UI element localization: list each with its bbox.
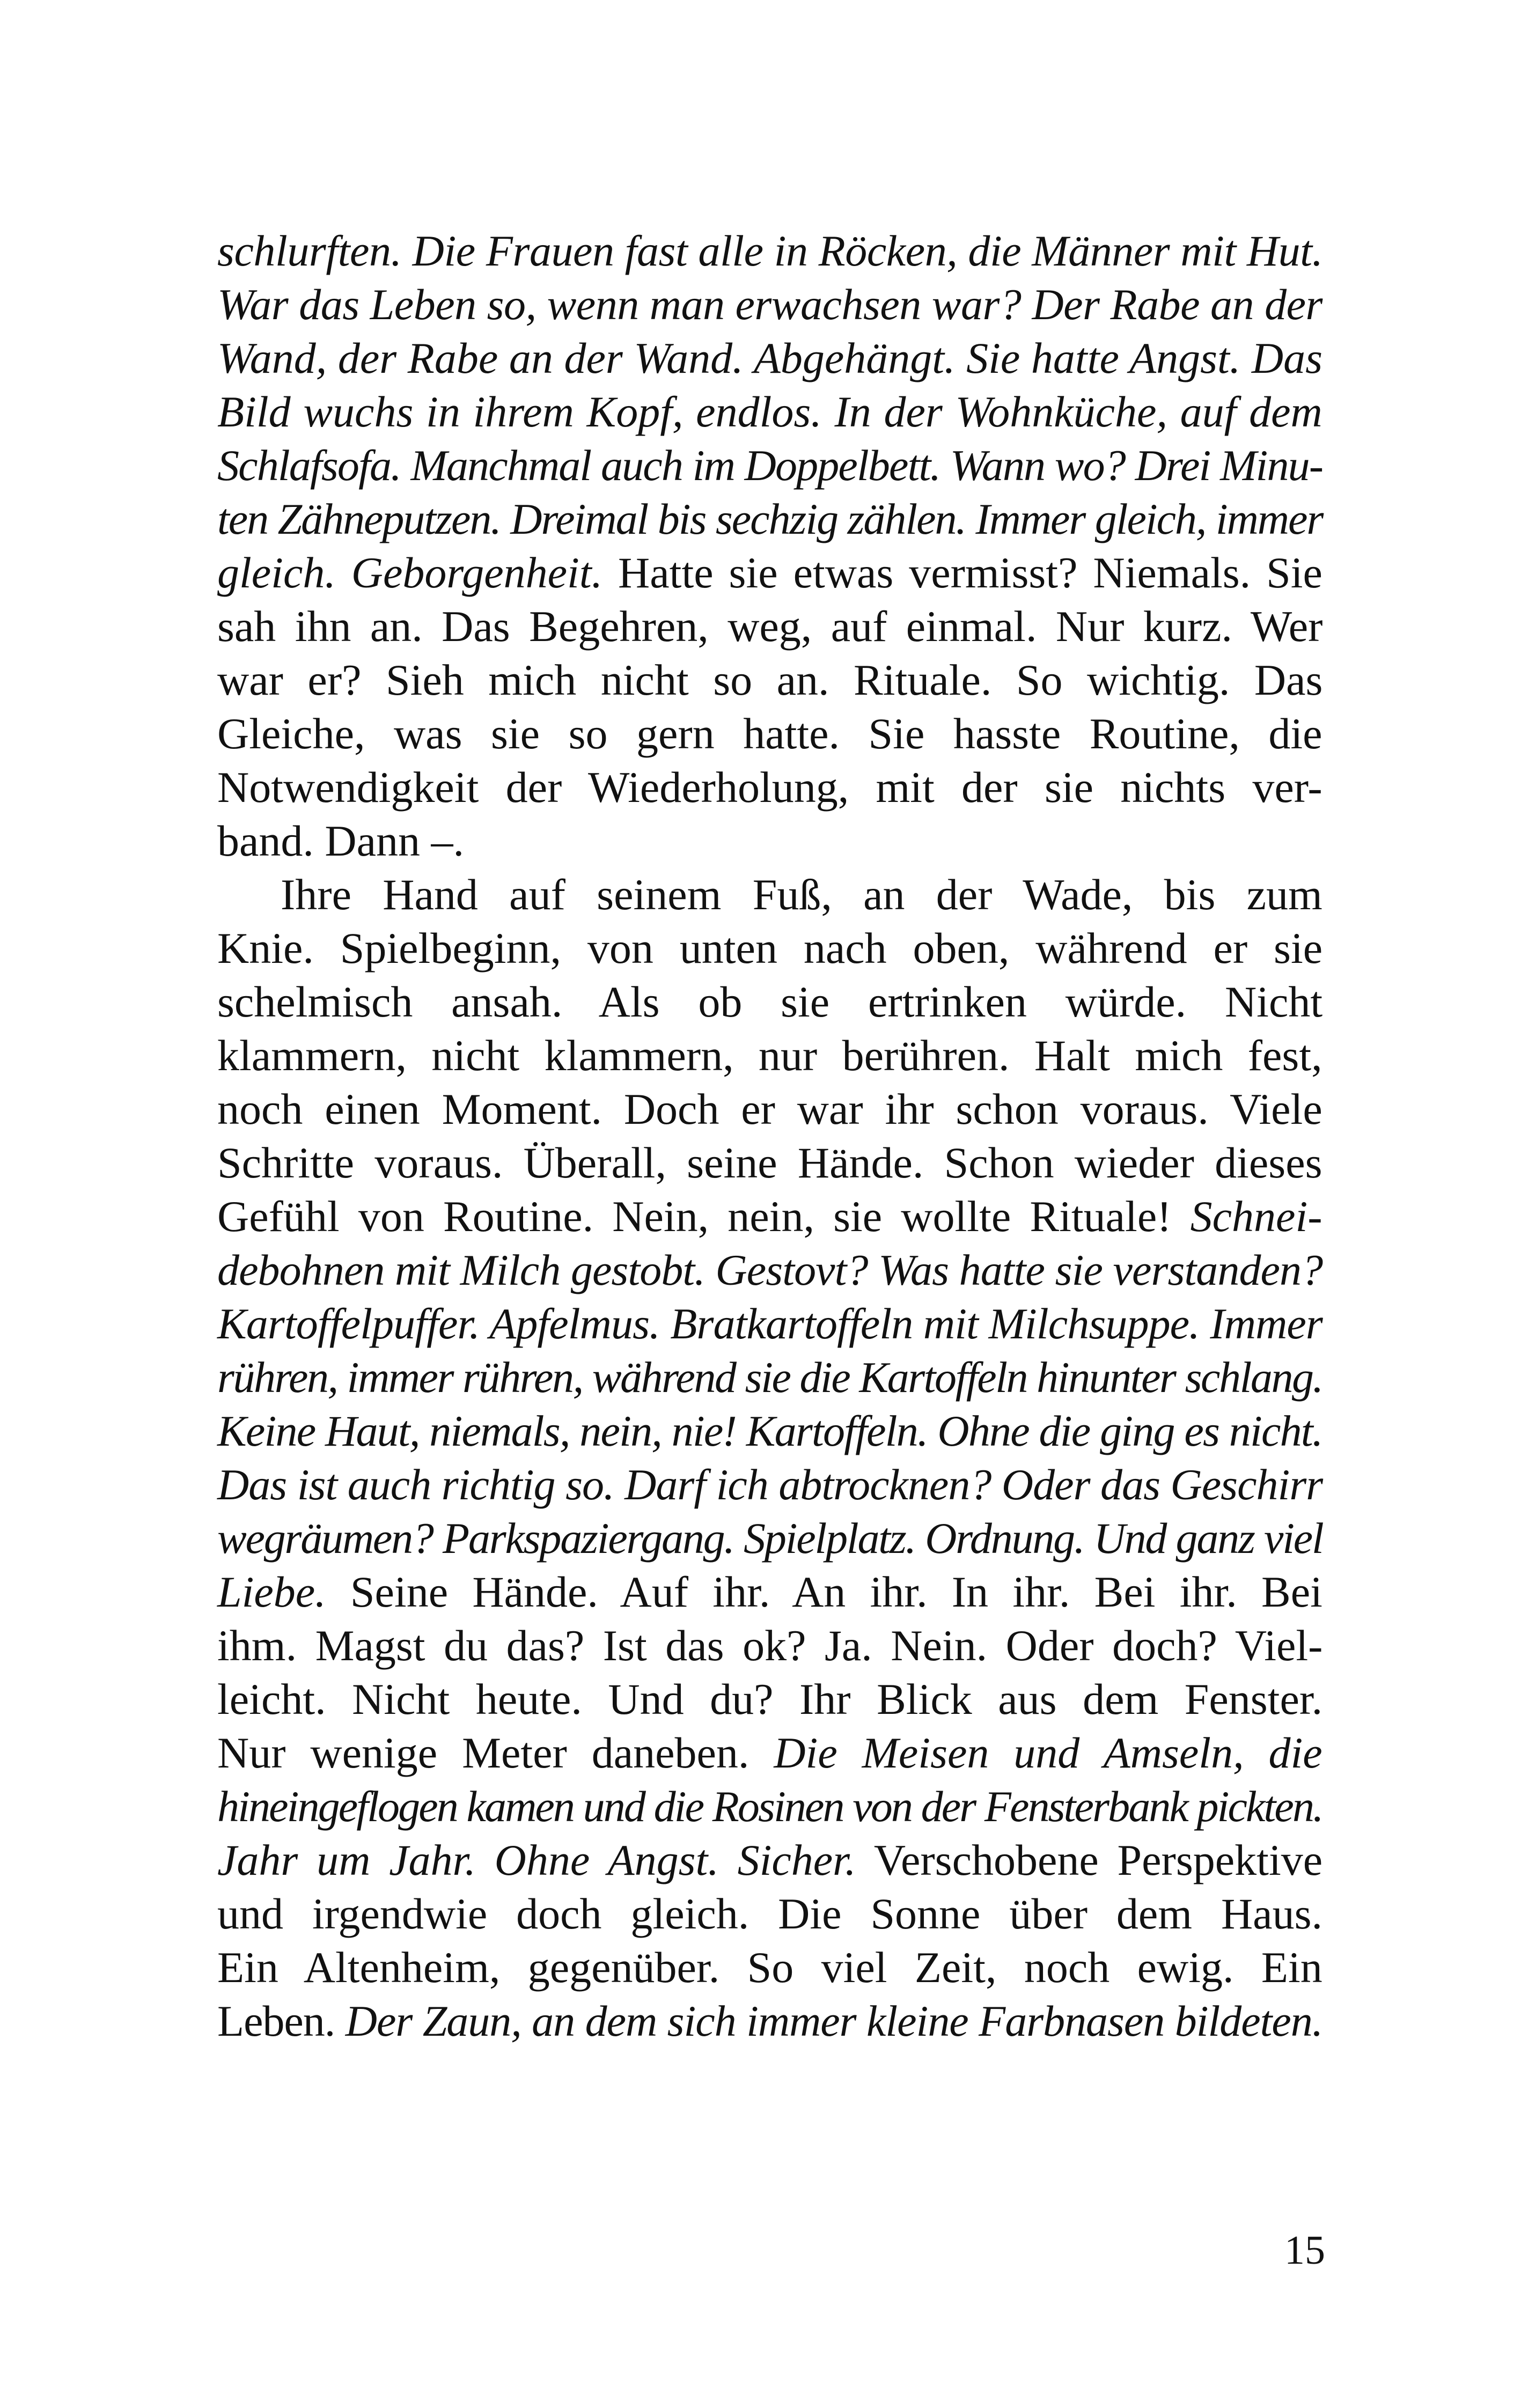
italic-text-segment: Liebe.	[217, 1567, 326, 1616]
text-segment: Knie. Spielbeginn, von unten nach oben, während er sie	[217, 924, 1323, 973]
text-segment: Leben.	[217, 1997, 346, 2045]
text-line	[217, 1458, 1322, 1512]
text-line	[217, 278, 1322, 332]
text-line	[217, 546, 1322, 600]
text-line	[217, 332, 1322, 385]
italic-text-segment: wegräumen? Parkspaziergang. Spielplatz. Ordnung. Und ganz viel	[217, 1514, 1323, 1563]
text-line	[217, 439, 1322, 492]
text-line	[217, 922, 1322, 975]
text-line	[217, 707, 1322, 761]
text-line	[217, 1243, 1322, 1297]
italic-text-segment: Bild wuchs in ihrem Kopf, endlos. In der Wohnküche, auf dem	[217, 387, 1322, 436]
text-line	[217, 1565, 1322, 1619]
text-segment: Ihre Hand auf seinem Fuß, an der Wade, bis zum	[281, 870, 1322, 919]
text-line	[217, 1994, 1322, 2048]
text-segment: und irgendwie doch gleich. Die Sonne über dem Haus.	[217, 1889, 1322, 1938]
italic-text-segment: Kartoffelpuffer. Apfelmus. Bratkartoffeln mit Milchsuppe. Immer	[217, 1299, 1322, 1348]
text-line	[217, 1190, 1322, 1243]
italic-text-segment: schlurften. Die Frauen fast alle in Röcken, die Männer mit Hut.	[217, 226, 1323, 275]
text-segment: Gleiche, was sie so gern hatte. Sie hasste Routine, die	[217, 709, 1322, 758]
text-segment: ihm. Magst du das? Ist das ok? Ja. Nein. Oder doch? Viel-	[217, 1621, 1323, 1670]
text-line	[217, 1136, 1322, 1190]
text-line	[217, 1780, 1322, 1833]
text-line	[217, 975, 1322, 1029]
text-segment: noch einen Moment. Doch er war ihr schon voraus. Viele	[217, 1085, 1322, 1133]
text-line	[217, 1297, 1322, 1351]
page-number: 15	[1284, 2228, 1325, 2273]
text-segment: Gefühl von Routine. Nein, nein, sie wollte Rituale!	[217, 1192, 1191, 1241]
text-line	[217, 653, 1322, 707]
italic-text-segment: Schlafsofa. Manchmal auch im Doppelbett. Wann wo? Drei Minu-	[217, 441, 1323, 490]
text-line	[217, 224, 1322, 278]
italic-text-segment: Jahr um Jahr. Ohne Angst. Sicher.	[217, 1836, 856, 1884]
text-line	[217, 1619, 1322, 1673]
text-segment: war er? Sieh mich nicht so an. Rituale. So wichtig. Das	[217, 656, 1323, 704]
text-line	[217, 1083, 1322, 1136]
text-line	[217, 814, 1322, 868]
italic-text-segment: gleich. Geborgenheit.	[217, 548, 603, 597]
text-line	[217, 1726, 1322, 1780]
italic-text-segment: Wand, der Rabe an der Wand. Abgehängt. Sie hatte Angst. Das	[217, 334, 1323, 382]
text-line	[217, 600, 1322, 653]
text-segment: Schritte voraus. Überall, seine Hände. Schon wieder dieses	[217, 1138, 1322, 1187]
text-segment: band. Dann –.	[217, 816, 465, 865]
italic-text-segment: rühren, immer rühren, während sie die Kartoffeln hinunter schlang.	[217, 1353, 1322, 1402]
italic-text-segment: Keine Haut, niemals, nein, nie! Kartoffeln. Ohne die ging es nicht.	[217, 1406, 1322, 1455]
text-segment: klammern, nicht klammern, nur berühren. Halt mich fest,	[217, 1031, 1322, 1080]
text-line	[217, 1887, 1322, 1941]
italic-text-segment: Die Meisen und Amseln, die	[774, 1728, 1322, 1777]
text-line	[217, 1833, 1322, 1887]
text-line	[217, 1673, 1322, 1726]
italic-text-segment: Das ist auch richtig so. Darf ich abtrocknen? Oder das Geschirr	[217, 1460, 1323, 1509]
text-segment: Ein Altenheim, gegenüber. So viel Zeit, noch ewig. Ein	[217, 1943, 1322, 1992]
text-line	[217, 1941, 1322, 1994]
text-segment: Hatte sie etwas vermisst? Niemals. Sie	[602, 548, 1322, 597]
italic-text-segment: Schnei-	[1190, 1192, 1322, 1241]
italic-text-segment: Der Zaun, an dem sich immer kleine Farbnasen bildeten.	[345, 1997, 1323, 2045]
text-segment: Seine Hände. Auf ihr. An ihr. In ihr. Bei ihr. Bei	[326, 1567, 1322, 1616]
text-segment: sah ihn an. Das Begehren, weg, auf einmal. Nur kurz. Wer	[217, 602, 1323, 651]
italic-text-segment: hineingeflogen kamen und die Rosinen von der Fensterbank pickten.	[217, 1782, 1322, 1831]
text-line	[217, 761, 1322, 814]
text-line	[217, 1404, 1322, 1458]
italic-text-segment: ten Zähneputzen. Dreimal bis sechzig zählen. Immer gleich, immer	[217, 495, 1323, 543]
text-segment: Nur wenige Meter daneben.	[217, 1728, 774, 1777]
text-line	[217, 492, 1322, 546]
text-line	[217, 1029, 1322, 1083]
text-line	[217, 868, 1322, 922]
text-segment: Verschobene Perspektive	[856, 1836, 1323, 1884]
text-segment: Notwendigkeit der Wiederholung, mit der sie nichts ver-	[217, 763, 1322, 812]
text-line	[217, 1351, 1322, 1404]
italic-text-segment: debohnen mit Milch gestobt. Gestovt? Was hatte sie verstanden?	[217, 1246, 1323, 1294]
text-segment: leicht. Nicht heute. Und du? Ihr Blick aus dem Fenster.	[217, 1675, 1323, 1724]
body-text	[217, 224, 1322, 2048]
text-segment: schelmisch ansah. Als ob sie ertrinken würde. Nicht	[217, 977, 1323, 1026]
text-line	[217, 385, 1322, 439]
italic-text-segment: War das Leben so, wenn man erwachsen war? Der Rabe an der	[217, 280, 1322, 329]
text-line	[217, 1512, 1322, 1565]
